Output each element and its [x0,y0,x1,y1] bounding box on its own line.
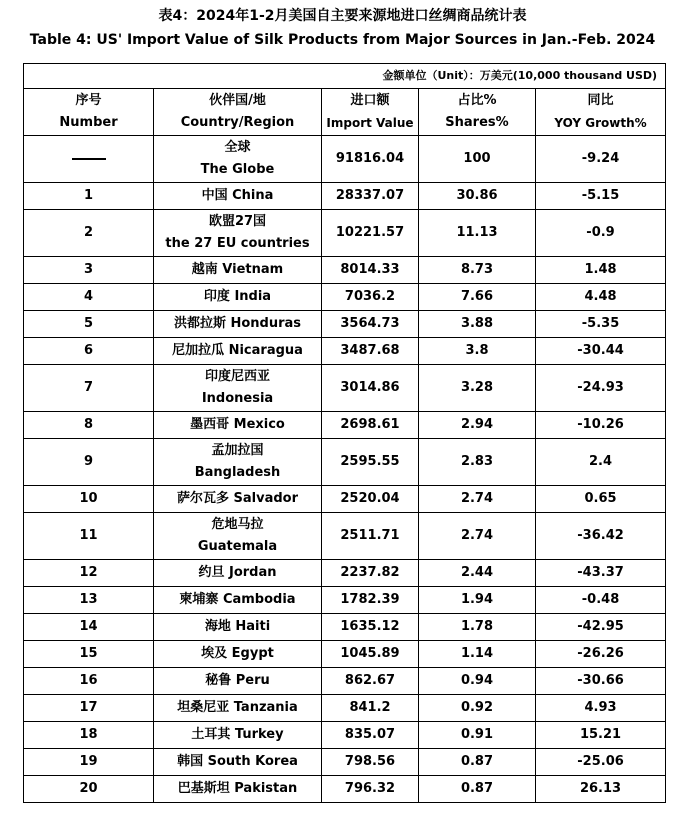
row-number: 1 [24,183,154,210]
row-share: 2.44 [419,560,536,587]
row-yoy: -30.44 [536,338,666,365]
row-share: 0.87 [419,749,536,776]
row-yoy: -36.42 [536,513,666,560]
row-value: 3014.86 [322,365,419,412]
row-value: 3564.73 [322,311,419,338]
row-value: 835.07 [322,722,419,749]
row-yoy: 4.93 [536,695,666,722]
row-number: 11 [24,513,154,560]
row-country: 坦桑尼亚 Tanzania [154,695,322,722]
row-yoy: 4.48 [536,284,666,311]
unit-row [24,64,666,89]
row-yoy: -42.95 [536,614,666,641]
row-yoy: -43.37 [536,560,666,587]
row-share: 0.91 [419,722,536,749]
row-yoy: -5.15 [536,183,666,210]
row-yoy: 2.4 [536,439,666,486]
header-number: 序号 Number [24,89,154,136]
row-country: 柬埔寨 Cambodia [154,587,322,614]
table-title-en: Table 4: US' Import Value of Silk Products from Major Sources in Jan.-Feb. 2024 [29,32,656,48]
dash-mark [72,158,106,160]
row-country: 欧盟27国 the 27 EU countries [154,210,322,257]
row-country: 土耳其 Turkey [154,722,322,749]
row-yoy: -5.35 [536,311,666,338]
row-share: 1.78 [419,614,536,641]
row-share: 1.94 [419,587,536,614]
row-value: 28337.07 [322,183,419,210]
unit-label: 金额单位（Unit）：万美元(10,000 thousand USD) [24,64,666,89]
row-number: 5 [24,311,154,338]
row-yoy: -0.48 [536,587,666,614]
row-share: 0.92 [419,695,536,722]
row-value: 8014.33 [322,257,419,284]
table-row [24,513,666,560]
table-row [24,338,666,365]
header-country: 伙伴国/地 Country/Region [154,89,322,136]
row-country: 约旦 Jordan [154,560,322,587]
row-value: 2520.04 [322,486,419,513]
row-number: 12 [24,560,154,587]
row-share: 0.94 [419,668,536,695]
table-title-cn: 表4：2024年1-2月美国自主要来源地进口丝绸商品统计表 [158,8,527,24]
table-row [24,412,666,439]
table-row [24,749,666,776]
row-country: 中国 China [154,183,322,210]
table-row [24,722,666,749]
row-number: 4 [24,284,154,311]
row-yoy: 1.48 [536,257,666,284]
row-country: 海地 Haiti [154,614,322,641]
row-share: 8.73 [419,257,536,284]
table-row [24,587,666,614]
row-number: 16 [24,668,154,695]
row-number: 7 [24,365,154,412]
row-value: 2595.55 [322,439,419,486]
table-row [24,695,666,722]
table-row [24,641,666,668]
row-value: 1635.12 [322,614,419,641]
row-value: 10221.57 [322,210,419,257]
row-yoy: 26.13 [536,776,666,803]
row-number: 2 [24,210,154,257]
globe-name: 全球 The Globe [154,136,322,183]
header-yoy: 同比 YOY Growth% [536,89,666,136]
table-row [24,776,666,803]
row-number: 20 [24,776,154,803]
row-value: 841.2 [322,695,419,722]
header-value: 进口额 Import Value [322,89,419,136]
row-yoy: -0.9 [536,210,666,257]
row-number: 9 [24,439,154,486]
row-country: 洪都拉斯 Honduras [154,311,322,338]
row-number: 13 [24,587,154,614]
row-yoy: -25.06 [536,749,666,776]
row-share: 7.66 [419,284,536,311]
row-yoy: -30.66 [536,668,666,695]
row-country: 危地马拉 Guatemala [154,513,322,560]
row-country: 越南 Vietnam [154,257,322,284]
table-row [24,668,666,695]
row-value: 2511.71 [322,513,419,560]
header-share: 占比% Shares% [419,89,536,136]
row-share: 30.86 [419,183,536,210]
row-value: 1045.89 [322,641,419,668]
row-value: 2237.82 [322,560,419,587]
row-share: 2.83 [419,439,536,486]
row-number: 14 [24,614,154,641]
row-country: 韩国 South Korea [154,749,322,776]
row-number: 10 [24,486,154,513]
table-row [24,210,666,257]
row-yoy: -24.93 [536,365,666,412]
row-country: 巴基斯坦 Pakistan [154,776,322,803]
table-row [24,284,666,311]
row-number: 15 [24,641,154,668]
table-row [24,560,666,587]
row-value: 796.32 [322,776,419,803]
globe-yoy: -9.24 [536,136,666,183]
row-country: 秘鲁 Peru [154,668,322,695]
header-row [24,89,666,136]
row-value: 1782.39 [322,587,419,614]
globe-number [24,136,154,183]
row-number: 19 [24,749,154,776]
row-share: 0.87 [419,776,536,803]
table-row [24,486,666,513]
row-share: 3.8 [419,338,536,365]
row-share: 3.88 [419,311,536,338]
row-country: 埃及 Egypt [154,641,322,668]
row-country: 墨西哥 Mexico [154,412,322,439]
row-number: 18 [24,722,154,749]
row-country: 尼加拉瓜 Nicaragua [154,338,322,365]
table-row [24,183,666,210]
row-value: 2698.61 [322,412,419,439]
globe-share: 100 [419,136,536,183]
row-share: 2.94 [419,412,536,439]
row-yoy: 0.65 [536,486,666,513]
row-value: 7036.2 [322,284,419,311]
row-number: 3 [24,257,154,284]
row-value: 862.67 [322,668,419,695]
row-country: 孟加拉国 Bangladesh [154,439,322,486]
row-number: 17 [24,695,154,722]
row-country: 萨尔瓦多 Salvador [154,486,322,513]
globe-value: 91816.04 [322,136,419,183]
table-row [24,614,666,641]
table-row [24,365,666,412]
row-yoy: 15.21 [536,722,666,749]
row-number: 6 [24,338,154,365]
globe-row [24,136,666,183]
table-row [24,439,666,486]
row-share: 11.13 [419,210,536,257]
row-value: 3487.68 [322,338,419,365]
row-share: 2.74 [419,486,536,513]
row-share: 1.14 [419,641,536,668]
row-share: 3.28 [419,365,536,412]
table-row [24,257,666,284]
row-yoy: -26.26 [536,641,666,668]
silk-import-table [23,63,666,803]
row-country: 印度尼西亚 Indonesia [154,365,322,412]
row-yoy: -10.26 [536,412,666,439]
row-number: 8 [24,412,154,439]
row-country: 印度 India [154,284,322,311]
row-value: 798.56 [322,749,419,776]
table-row [24,311,666,338]
row-share: 2.74 [419,513,536,560]
